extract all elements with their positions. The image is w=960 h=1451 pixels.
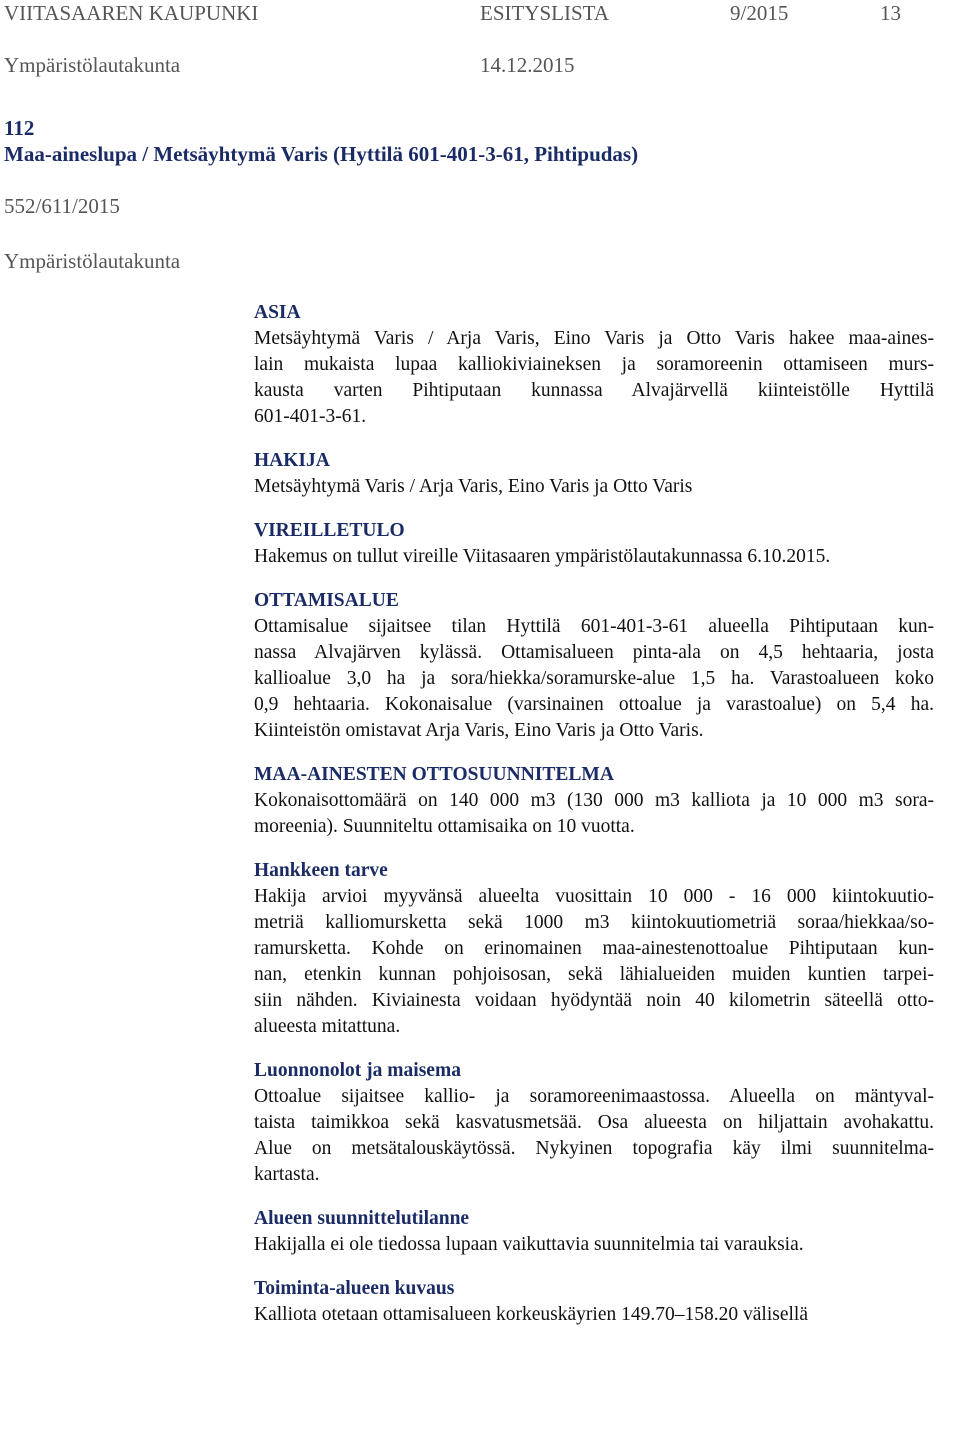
section-paragraph bbox=[254, 544, 934, 570]
paragraph-line: kartasta. bbox=[254, 1164, 320, 1185]
section-paragraph bbox=[254, 326, 934, 430]
content-section bbox=[254, 762, 934, 840]
section-heading: Toiminta-alueen kuvaus bbox=[254, 1278, 455, 1299]
section-paragraph bbox=[254, 1084, 934, 1188]
section-paragraph bbox=[254, 474, 934, 500]
section-heading: Luonnonolot ja maisema bbox=[254, 1060, 461, 1081]
page-subheader bbox=[0, 52, 960, 78]
paragraph-line: alueesta mitattuna. bbox=[254, 1016, 401, 1037]
paragraph-line: Metsäyhtymä Varis / Arja Varis, Eino Varis ja Otto Varis hakee maa-aines- bbox=[254, 328, 934, 349]
section-heading: MAA-AINESTEN OTTOSUUNNITELMA bbox=[254, 764, 614, 785]
header-document-number: 9/2015 bbox=[730, 1, 789, 25]
content-section bbox=[254, 588, 934, 744]
section-number: 112 bbox=[4, 116, 35, 140]
page-header bbox=[0, 0, 960, 26]
body-name: Ympäristölautakunta bbox=[4, 249, 181, 273]
section-heading: HAKIJA bbox=[254, 450, 330, 471]
content-section bbox=[254, 1058, 934, 1188]
content-section bbox=[254, 1206, 934, 1258]
paragraph-line: metriä kalliomursketta sekä 1000 m3 kiintokuutiometriä soraa/hiekkaa/so- bbox=[254, 912, 934, 933]
section-heading: ASIA bbox=[254, 302, 301, 323]
paragraph-line: moreenia). Suunniteltu ottamisaika on 10 vuotta. bbox=[254, 816, 635, 837]
content-section bbox=[254, 1276, 934, 1328]
section-paragraph bbox=[254, 1302, 934, 1328]
paragraph-line: Kiinteistön omistavat Arja Varis, Eino Varis ja Otto Varis. bbox=[254, 720, 704, 741]
paragraph-line: Metsäyhtymä Varis / Arja Varis, Eino Varis ja Otto Varis bbox=[254, 476, 693, 497]
header-date: 14.12.2015 bbox=[480, 53, 575, 77]
section-paragraph bbox=[254, 788, 934, 840]
paragraph-line: Ottoalue sijaitsee kallio- ja soramoreenimaastossa. Alueella on mäntyval- bbox=[254, 1086, 934, 1107]
section-paragraph bbox=[254, 1232, 934, 1258]
section-title: Maa-aineslupa / Metsäyhtymä Varis (Hyttilä 601-401-3-61, Pihtipudas) bbox=[4, 142, 639, 166]
paragraph-line: nassa Alvajärven kylässä. Ottamisalueen pinta-ala on 4,5 hehtaaria, josta bbox=[254, 642, 934, 663]
paragraph-line: lain mukaista lupaa kalliokiviaineksen ja soramoreenin ottamiseen murs- bbox=[254, 354, 934, 375]
section-paragraph bbox=[254, 614, 934, 744]
content-section bbox=[254, 858, 934, 1040]
section-heading: VIREILLETULO bbox=[254, 520, 405, 541]
paragraph-line: 0,9 hehtaaria. Kokonaisalue (varsinainen ottoalue ja varastoalue) on 5,4 ha. bbox=[254, 694, 934, 715]
content-section bbox=[254, 518, 934, 570]
paragraph-line: 601-401-3-61. bbox=[254, 406, 367, 427]
paragraph-line: Ottamisalue sijaitsee tilan Hyttilä 601-401-3-61 alueella Pihtiputaan kun- bbox=[254, 616, 934, 637]
header-organization: VIITASAAREN KAUPUNKI bbox=[4, 1, 259, 25]
paragraph-line: Hakemus on tullut vireille Viitasaaren ympäristölautakunnassa 6.10.2015. bbox=[254, 546, 831, 567]
content-section bbox=[254, 448, 934, 500]
section-heading: OTTAMISALUE bbox=[254, 590, 399, 611]
header-page-number: 13 bbox=[880, 1, 901, 25]
paragraph-line: siin nähden. Kiviainesta voidaan hyödyntää noin 40 kilometrin säteellä otto- bbox=[254, 990, 934, 1011]
diary-number: 552/611/2015 bbox=[4, 194, 120, 218]
paragraph-line: Kalliota otetaan ottamisalueen korkeuskäyrien 149.70–158.20 välisellä bbox=[254, 1304, 808, 1325]
section-heading: Alueen suunnittelutilanne bbox=[254, 1208, 470, 1229]
paragraph-line: kausta varten Pihtiputaan kunnassa Alvajärvellä kiinteistölle Hyttilä bbox=[254, 380, 934, 401]
paragraph-line: Hakija arvioi myyvänsä alueelta vuosittain 10 000 - 16 000 kiintokuutio- bbox=[254, 886, 934, 907]
paragraph-line: Alue on metsätalouskäytössä. Nykyinen topografia käy ilmi suunnitelma- bbox=[254, 1138, 934, 1159]
section-heading: Hankkeen tarve bbox=[254, 860, 388, 881]
section-paragraph bbox=[254, 884, 934, 1040]
paragraph-line: Kokonaisottomäärä on 140 000 m3 (130 000 m3 kalliota ja 10 000 m3 sora- bbox=[254, 790, 934, 811]
paragraph-line: kallioalue 3,0 ha ja sora/hiekka/soramurske-alue 1,5 ha. Varastoalueen koko bbox=[254, 668, 934, 689]
header-document-type: ESITYSLISTA bbox=[480, 1, 609, 25]
document-body bbox=[254, 300, 934, 1346]
header-committee: Ympäristölautakunta bbox=[4, 53, 181, 77]
content-section bbox=[254, 300, 934, 430]
paragraph-line: Hakijalla ei ole tiedossa lupaan vaikuttavia suunnitelmia tai varauksia. bbox=[254, 1234, 804, 1255]
paragraph-line: ramursketta. Kohde on erinomainen maa-ainestenottoalue Pihtiputaan kun- bbox=[254, 938, 934, 959]
paragraph-line: nan, etenkin kunnan pohjoisosan, sekä lähialueiden muiden kuntien tarpei- bbox=[254, 964, 934, 985]
paragraph-line: taista taimikkoa sekä kasvatusmetsää. Osa alueesta on hiljattain avohakattu. bbox=[254, 1112, 934, 1133]
